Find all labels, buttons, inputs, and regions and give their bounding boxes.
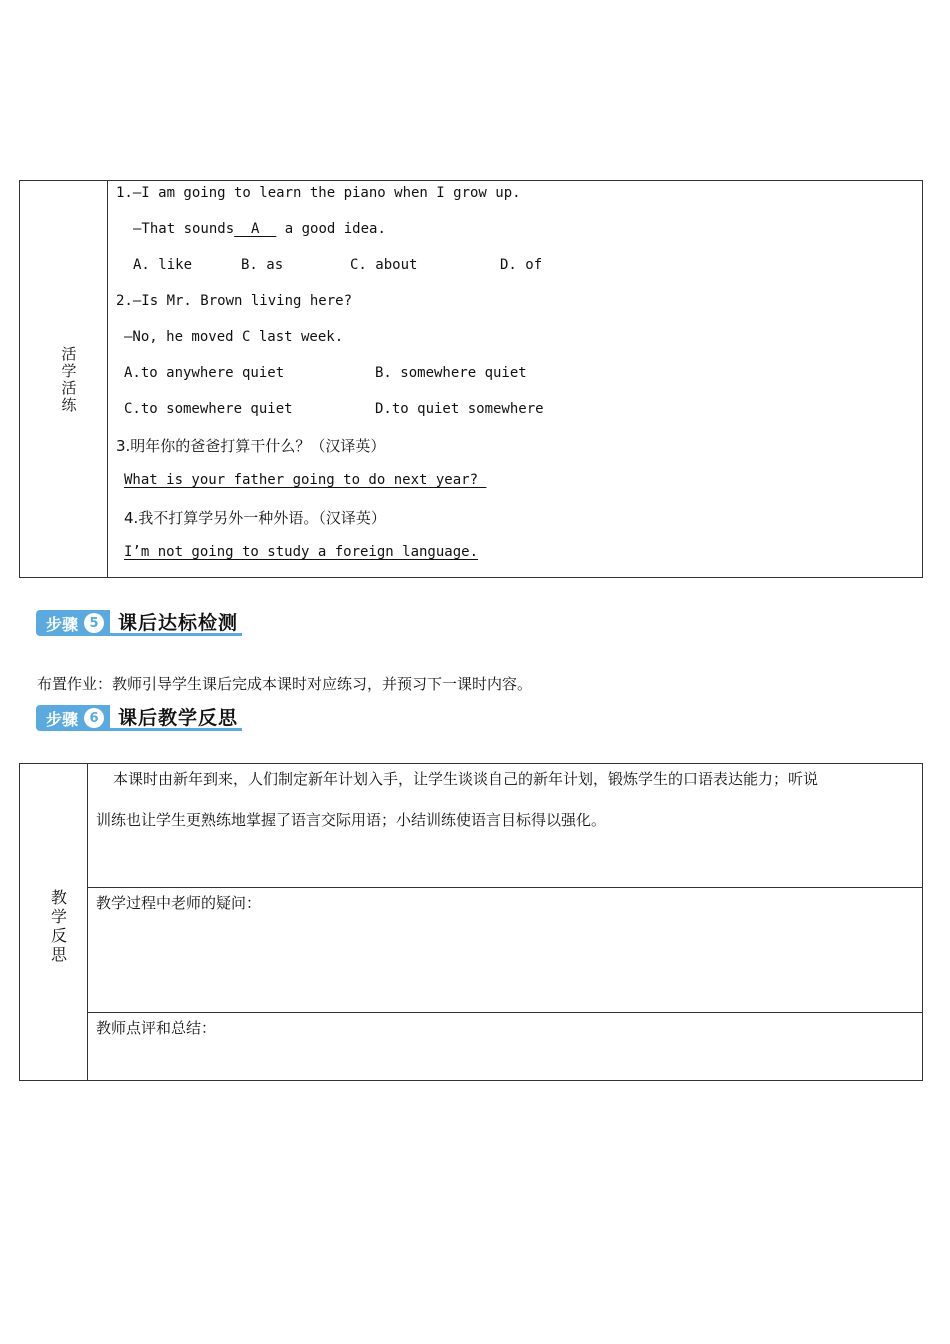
- step6-tag: 步骤 6: [36, 705, 110, 731]
- q2-option-a: A.to anywhere quiet: [124, 365, 285, 381]
- q1-option-b: B. as: [241, 257, 284, 273]
- reflection-divider: [87, 763, 88, 1081]
- step5-tag: 步骤 5: [36, 610, 110, 636]
- step6-number: 6: [84, 708, 104, 728]
- step5-title: 课后达标检测: [110, 610, 242, 636]
- reflection-summary-line1: 本课时由新年到来，人们制定新年计划入手，让学生谈谈自己的新年计划，锻炼学生的口语表达能力；听说: [113, 770, 819, 788]
- practice-side-label: 活 学 活 练: [61, 345, 77, 414]
- q1-reply: —That sounds A a good idea.: [133, 221, 386, 237]
- step5-number: 5: [84, 613, 104, 633]
- teacher-questions-label: 教学过程中老师的疑问：: [96, 894, 262, 912]
- step6-title: 课后教学反思: [110, 705, 242, 731]
- reflection-row-line-2: [87, 1012, 923, 1013]
- q2-option-c: C.to somewhere quiet: [124, 401, 293, 417]
- q3-answer: What is your father going to do next year?: [124, 472, 487, 488]
- q2-reply: —No, he moved C last week.: [124, 329, 344, 345]
- step5-header: [36, 610, 242, 636]
- q3-question: 3.明年你的爸爸打算干什么？（汉译英）: [116, 437, 386, 455]
- q1-question: 1.—I am going to learn the piano when I grow up.: [116, 185, 521, 201]
- q1-answer-blank: A: [234, 221, 277, 237]
- reflection-summary-line2: 训练也让学生更熟练地掌握了语言交际用语；小结训练使语言目标得以强化。: [96, 811, 607, 829]
- practice-divider: [107, 180, 108, 578]
- reflection-side-label: 教 学 反 思: [50, 888, 67, 964]
- q2-option-b: B. somewhere quiet: [375, 365, 527, 381]
- step6-header: [36, 705, 242, 731]
- teacher-comments-label: 教师点评和总结：: [96, 1019, 217, 1037]
- q4-question: 4.我不打算学另外一种外语。（汉译英）: [124, 509, 386, 527]
- reflection-row-line-1: [87, 887, 923, 888]
- q2-option-d: D.to quiet somewhere: [375, 401, 544, 417]
- homework-text: 布置作业：教师引导学生课后完成本课时对应练习，并预习下一课时内容。: [37, 675, 533, 693]
- q4-answer: I’m not going to study a foreign language.: [124, 544, 479, 560]
- q1-option-d: D. of: [500, 257, 543, 273]
- q1-option-c: C. about: [350, 257, 418, 273]
- q1-option-a: A. like: [133, 257, 193, 273]
- q2-question: 2.—Is Mr. Brown living here?: [116, 293, 353, 309]
